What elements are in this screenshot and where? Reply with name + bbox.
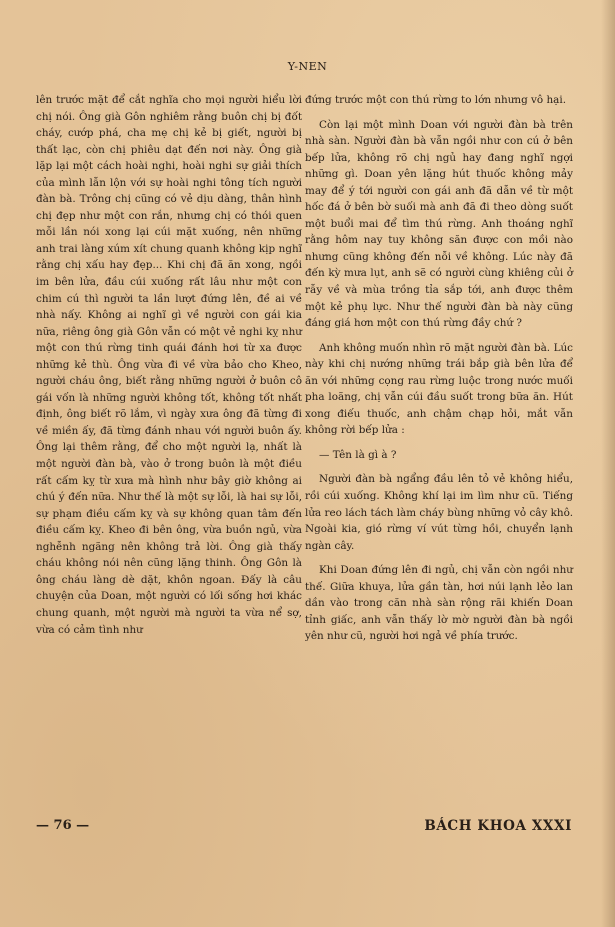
paragraph: Người đàn bà ngẩng đầu lên tỏ vẻ không hiểu, rồi cúi xuống. Không khí lại im lìm như cũ. Tiếng lửa reo lách tách làm cháy bùng những vỏ cây khô. Ngoài kia, gió rừng ví vút từng hồi, chuyển lạnh ngàn cây. <box>305 473 573 552</box>
dialogue-line: — Tên là gì à ? <box>319 448 397 461</box>
journal-title: BÁCH KHOA XXXI <box>424 818 572 834</box>
page-edge-shadow <box>601 0 615 927</box>
paragraph: Còn lại một mình Doan với người đàn bà trên nhà sàn. Người đàn bà vẫn ngồi như con cú ở bên bếp lửa, không rõ chị ngủ hay đang nghĩ ngợi những gì. Doan yên lặng hút thuốc không mảy may để ý tới người con gái anh đã dẫn về từ một hốc đá ở bên bờ suối mà anh đã đi theo dòng suốt một buổi mai để tìm thú rừng. Anh thoáng nghĩ rằng hôm nay tuy không săn được con mồi nào nhưng cũng không đến nỗi về không. Lúc này đã đến kỳ mưa lụt, anh sẽ có người cùng khiêng củi ở rẫy về và mùa trồng tỉa sắp tới, anh được thêm một kẻ phụ lực. Như thế người đàn bà này cũng đáng giá hơn một con thú rừng đầy chứ ? <box>305 118 573 330</box>
paragraph: đứng trước một con thú rừng to lớn nhưng vô hại. <box>305 94 566 106</box>
page-number: — 76 — <box>36 818 90 833</box>
right-column <box>305 92 573 645</box>
paragraph: lên trước mặt để cắt nghĩa cho mọi người hiểu lời chị nói. Ông già Gôn nghiêm rằng buôn chị bị đốt cháy, cướp phá, cha mẹ chị kẻ bị giết, người bị thất lạc, còn chị phiêu dạt đến nơi này. Ông già lặp lại một cách hoài nghi, hoài nghi sự giải thích của mình lẫn lộn với sự hoài nghi tông tích người đàn bà. Trông chị cũng có vẻ dịu dàng, thân hình chị đẹp như một con rắn, nhưng chị có thói quen mỗi lần nói xong lại cúi mặt xuống, nên những anh trai làng xúm xít chung quanh không kịp nghĩ rằng chị xấu hay đẹp... Khi chị đã ăn xong, ngồi im bên lửa, đầu cúi xuống rất lâu như một con chim cú thì người ta lần lượt đứng lên, đề ai về nhà nấy. Không ai nghĩ gì về người con gái kia nữa, riêng ông già Gôn vẫn có một vẻ nghi kỵ như một con thú rừng tinh quái đánh hơi từ xa được những kẻ thù. Ông vừa đi về vừa bảo cho Kheo, người cháu ông, biết rằng những người ở buôn cô gái vốn là những người không tốt, không tốt nhất định, ông biết rõ lắm, vì ngày xưa ông đã từng đi về miền ấy, đã từng đánh nhau với người buôn ấy. Ông lại thêm rằng, để cho một người lạ, nhất là một người đàn bà, vào ở trong buôn là một điều rất cấm kỵ từ xưa mà hình như bây giờ không ai chú ý đến nữa. Như thế là một sự lỗi, là hai sự lỗi, sự phạm điều cấm kỵ và sự không quan tâm đến điều cấm kỵ. Kheo đi bên ông, vừa buồn ngủ, vừa nghễnh ngãng nên không trả lời. Ông già thấy cháu không nói nên cũng lặng thinh. Ông Gôn là ông cháu làng dè dặt, khôn ngoan. Đấy là câu chuyện của Doan, một người có lối sống hơi khác chung quanh, một người mà người ta vừa nể sợ, vừa có cảm tình như <box>36 94 302 636</box>
left-column <box>36 92 302 638</box>
running-title: Y-NEN <box>287 60 328 73</box>
paragraph: Anh không muốn nhìn rõ mặt người đàn bà. Lúc này khi chị nướng những trái bắp già bên lửa để ăn với những cọng rau rừng luộc trong nước muối pha loãng, chị vẫn cúi đầu suốt trong bữa ăn. Hút xong điếu thuốc, anh chậm chạp hỏi, mắt vẫn không rời bếp lửa : <box>305 341 573 437</box>
paragraph: Khi Doan đứng lên đi ngủ, chị vẫn còn ngồi như thế. Giữa khuya, lửa gần tàn, hơi núi lạnh lẻo lan dần vào trong căn nhà sàn rộng rãi khiến Doan tỉnh giấc, anh vẫn thấy lờ mờ người đàn bà ngồi yên như cũ, người hơi ngả về phía trước. <box>305 564 573 643</box>
